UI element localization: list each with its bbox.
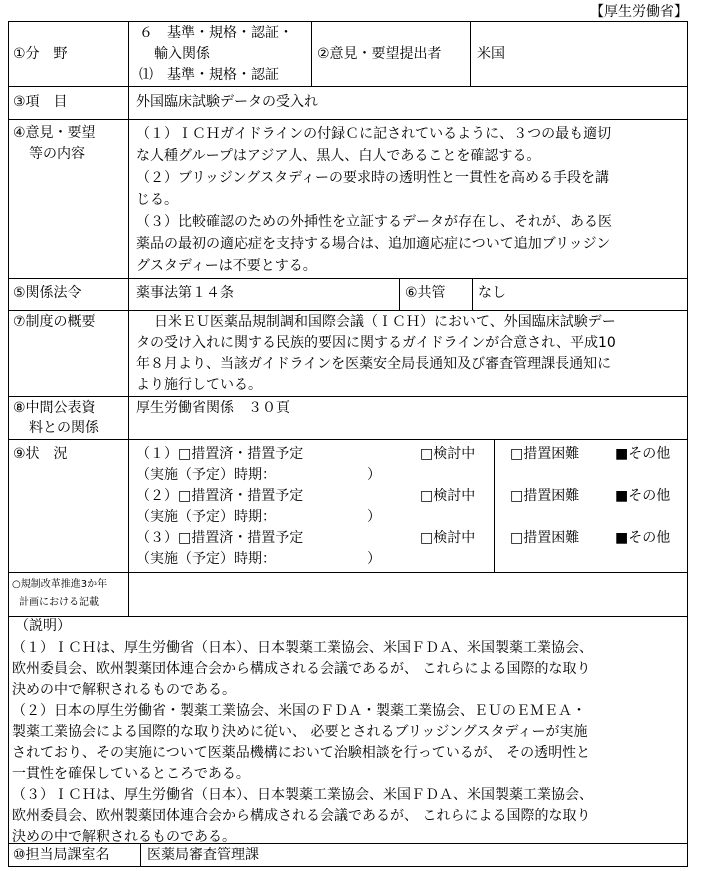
request-label-line2: 等の内容 bbox=[29, 146, 85, 162]
col-divider bbox=[494, 439, 495, 572]
status-row-other: ■その他 bbox=[615, 446, 671, 462]
status-row-review: □検討中 bbox=[420, 530, 476, 546]
explanation-line: （１）ＩＣＨは、厚生労働省（日本）、日本製薬工業協会、米国ＦＤＡ、米国製薬工業協会、 bbox=[12, 640, 593, 656]
status-row-schedule: （実施（予定）時期： ） bbox=[136, 467, 381, 483]
office-label: ⑩担当局課室名 bbox=[13, 847, 110, 863]
row-divider bbox=[9, 439, 687, 440]
row-divider bbox=[9, 572, 687, 573]
field-value-line2: 輸入関係 bbox=[154, 46, 210, 62]
status-row-other: ■その他 bbox=[615, 530, 671, 546]
office-value: 医薬局審査管理課 bbox=[147, 847, 259, 863]
explanation-line: （２）日本の厚生労働省・製薬工業協会、米国のＦＤＡ・製薬工業協会、ＥＵのＥＭＥＡ・ bbox=[12, 703, 586, 719]
explanation-line: されており、その実施について医薬品機構において治験相談を行っているが、 その透明性と bbox=[12, 745, 591, 761]
status-row-difficult: □措置困難 bbox=[510, 446, 580, 462]
ministry-tag: 【厚生労働省】 bbox=[590, 4, 688, 20]
status-row-review: □検討中 bbox=[420, 446, 476, 462]
col-divider bbox=[311, 22, 312, 86]
system-line: より施行している。 bbox=[136, 377, 262, 393]
plan-label-line2: 計画における記載 bbox=[19, 597, 99, 608]
submitter-label: ②意見・要望提出者 bbox=[317, 46, 442, 62]
status-row-difficult: □措置困難 bbox=[510, 488, 580, 504]
request-line: 薬品の最初の適応症を支持する場合は、追加適応症について追加ブリッジン bbox=[136, 236, 611, 252]
system-line: 年８月より、当該ガイドラインを医薬安全局長通知及び審査管理課長通知に bbox=[136, 356, 612, 372]
item-label: ③項 目 bbox=[13, 94, 68, 110]
field-label: ①分 野 bbox=[13, 46, 68, 62]
request-label-line1: ④意見・要望 bbox=[13, 125, 96, 141]
field-value-line3: ⑴ 基準・規格・認証 bbox=[139, 67, 279, 83]
interim-label-line1: ⑧中間公表資 bbox=[13, 400, 96, 416]
field-value-line1: ６ 基準・規格・認証・ bbox=[139, 25, 293, 41]
form-table bbox=[8, 21, 688, 867]
status-row-schedule: （実施（予定）時期： ） bbox=[136, 509, 381, 525]
col-divider bbox=[128, 22, 129, 616]
status-row-other: ■その他 bbox=[615, 488, 671, 504]
law-label: ⑤関係法令 bbox=[13, 285, 82, 301]
row-divider bbox=[9, 396, 687, 397]
interim-value: 厚生労働省関係 ３０頁 bbox=[136, 400, 290, 416]
system-label: ⑦制度の概要 bbox=[13, 314, 96, 330]
joint-label: ⑥共管 bbox=[405, 285, 446, 301]
status-row-difficult: □措置困難 bbox=[510, 530, 580, 546]
col-divider bbox=[399, 278, 400, 310]
explanation-line: 決めの中で解釈されるものである。 bbox=[12, 829, 236, 845]
system-line: 日米ＥＵ医薬品規制調和国際会議（ＩＣＨ）において、外国臨床試験デー bbox=[154, 314, 616, 330]
explanation-line: 製薬工業協会による国際的な取り決めに従い、 必要とされるブリッジングスタディーが実施 bbox=[12, 724, 588, 740]
explanation-line: 欧州委員会、欧州製薬団体連合会から構成される会議であるが、 これらによる国際的な取り bbox=[12, 808, 591, 824]
joint-value: なし bbox=[478, 285, 506, 301]
status-row-measure: （３）□措置済・措置予定 bbox=[136, 530, 304, 546]
submitter-value: 米国 bbox=[477, 46, 505, 62]
item-value: 外国臨床試験データの受入れ bbox=[136, 94, 318, 110]
system-line: タの受け入れに関する民族的要因に関するガイドラインが合意され、平成10 bbox=[136, 335, 616, 351]
request-line: な人種グループはアジア人、黒人、白人であることを確認する。 bbox=[136, 148, 541, 164]
request-line: （２）ブリッジングスタディーの要求時の透明性と一貫性を高める手段を講 bbox=[136, 170, 609, 186]
request-line: じる。 bbox=[136, 192, 178, 208]
status-row-measure: （１）□措置済・措置予定 bbox=[136, 446, 304, 462]
explanation-title: （説明） bbox=[15, 618, 71, 634]
row-divider bbox=[9, 86, 687, 87]
status-label: ⑨状 況 bbox=[13, 446, 68, 462]
explanation-line: 決めの中で解釈されるものである。 bbox=[12, 682, 236, 698]
col-divider bbox=[472, 278, 473, 310]
status-row-schedule: （実施（予定）時期： ） bbox=[136, 551, 381, 567]
row-divider bbox=[9, 278, 687, 279]
status-row-measure: （２）□措置済・措置予定 bbox=[136, 488, 304, 504]
explanation-line: 一貫性を確保しているところである。 bbox=[12, 766, 250, 782]
request-line: グスタディーは不要とする。 bbox=[136, 258, 317, 274]
row-divider bbox=[9, 310, 687, 311]
request-line: （３）比較確認のための外挿性を立証するデータが存在し、それが、ある医 bbox=[136, 214, 612, 230]
law-value: 薬事法第１４条 bbox=[136, 285, 234, 301]
request-line: （１）ＩＣＨガイドラインの付録Ｃに記されているように、３つの最も適切 bbox=[136, 126, 612, 142]
status-row-review: □検討中 bbox=[420, 488, 476, 504]
plan-label-line1: ○規制改革推進3か年 bbox=[12, 579, 108, 590]
row-divider bbox=[9, 119, 687, 120]
row-divider bbox=[9, 616, 687, 617]
explanation-line: （３）ＩＣＨは、厚生労働省（日本）、日本製薬工業協会、米国ＦＤＡ、米国製薬工業協会、 bbox=[12, 787, 593, 803]
explanation-line: 欧州委員会、欧州製薬団体連合会から構成される会議であるが、 これらによる国際的な取り bbox=[12, 661, 591, 677]
interim-label-line2: 料との関係 bbox=[29, 420, 99, 436]
col-divider bbox=[470, 22, 471, 86]
